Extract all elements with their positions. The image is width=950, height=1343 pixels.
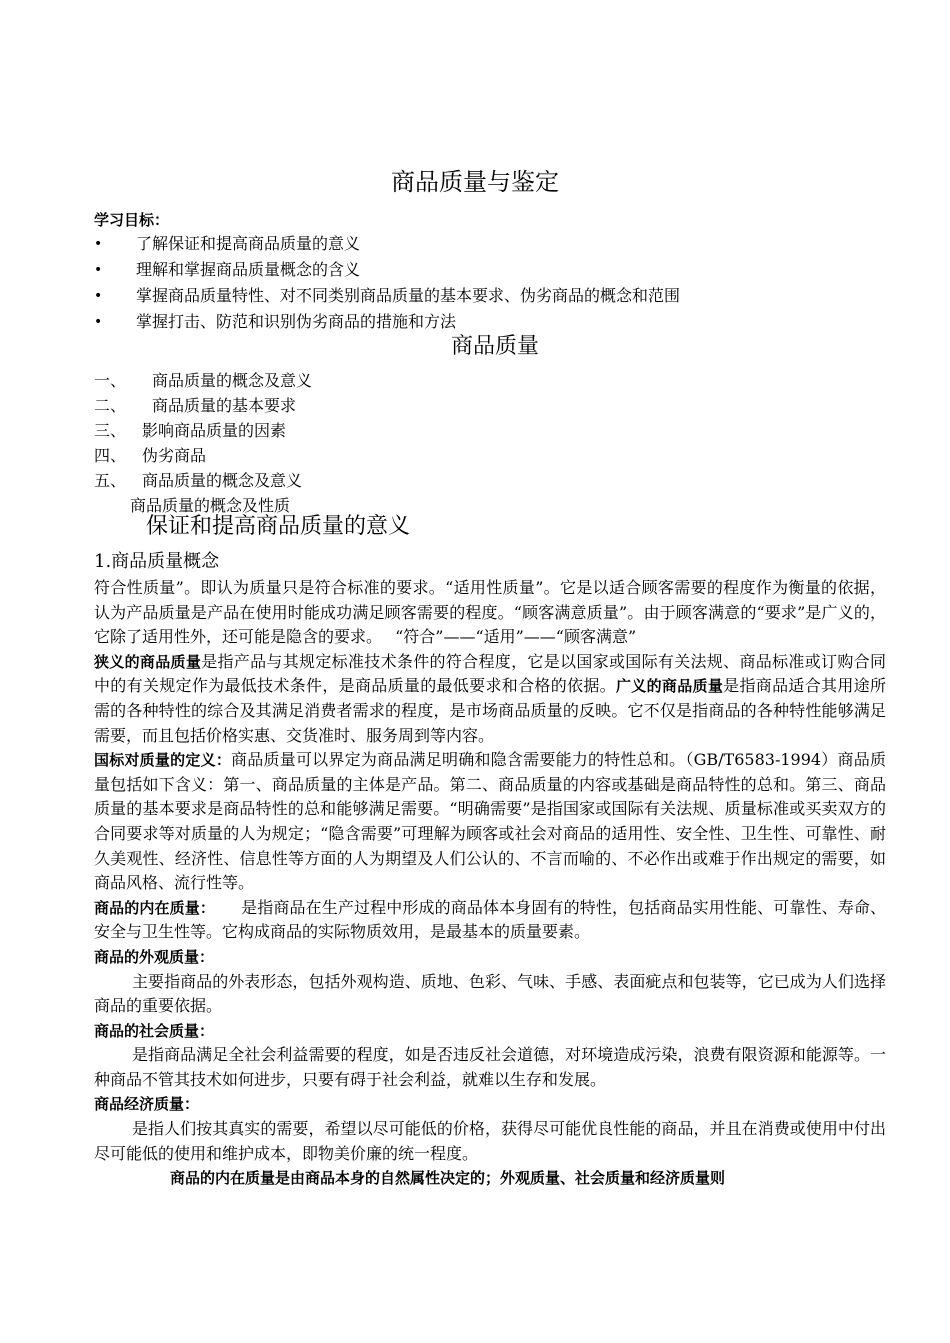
narrow-quality-text: 是指产品与其规定标准技术条件的符合程度，它是以国家或国际有关法规、商品标准或订购合同中的有关规定作为最低技术条件，是商品质量的最低要求和合格的依据。 [94,651,886,696]
section-heading: 商品质量 [450,334,539,359]
body-text [94,576,886,1191]
toc-number: 一、 [94,371,127,390]
subsection-heading: 保证和提高商品质量的意义 [146,514,411,539]
toc-item [94,420,594,445]
intl-definition-text: 商品质量可以界定为商品满足明确和隐含需要能力的特性总和。（GB/T6583-1994）商品质量包括如下含义：第一、商品质量的主体是产品。第二、商品质量的内容或基础是商品特性的总和。第三、商品质量的基本要求是商品特性的总和能够满足需要。“明确需要”是指国家或国际有关法规、质量标准或买卖双方的合同要求等对质量的人为规定；“隐含需要”可理解为顾客或社会对商品的适用性、安全性、卫生性、可靠性、耐久美观性、经济性、信息性等方面的人为期望及人们公认的、不言而喻的、不必作出或难于作出规定的需要，如商品风格、流行性等。 [94,750,886,893]
broad-quality-label: 广义的商品质量 [615,677,724,696]
appearance-quality-label: 商品的外观质量： [94,947,215,966]
objective-item [94,233,874,259]
toc-number: 三、 [94,421,127,440]
social-quality-text: 是指商品满足全社会利益需要的程度，如是否违反社会道德，对环境造成污染，浪费有限资源和能源等。一种商品不管其技术如何进步，只要有碍于社会利益，就难以生存和发展。 [94,1045,886,1089]
objective-text: 掌握商品质量特性、对不同类别商品质量的基本要求、伪劣商品的概念和范围 [136,286,681,305]
objective-text: 了解保证和提高商品质量的意义 [136,234,361,253]
toc-item [94,395,594,420]
toc-number: 二、 [94,396,127,415]
toc-text: 商品质量的概念及意义 [142,471,303,490]
objective-item [94,259,874,285]
toc-subitem: 商品质量的概念及性质 [130,496,291,515]
bullet-icon: • [94,288,103,304]
toc-text: 伪劣商品 [142,446,207,465]
inner-quality-text: 是指商品在生产过程中形成的商品体本身固有的特性，包括商品实用性能、可靠性、寿命、安全与卫生性等。它构成商品的实际物质效用，是最基本的质量要素。 [94,897,886,942]
concept-heading: 1.商品质量概念 [94,551,220,572]
objectives-label: 学习目标： [94,211,170,229]
objective-text: 理解和掌握商品质量概念的含义 [136,260,361,279]
broad-quality-text: 是指商品适合其用途所需的各种特性的综合及其满足消费者需求的程度，是市场商品质量的反映。它不仅是指商品的各种特性能够满足需要，而且包括价格实惠、交货准时、服务周到等内容。 [94,676,886,745]
objective-text: 掌握打击、防范和识别伪劣商品的措施和方法 [136,312,457,331]
table-of-contents [94,370,594,520]
bullet-icon: • [94,262,103,278]
document-title: 商品质量与鉴定 [391,168,559,196]
narrow-broad-paragraph [94,650,886,748]
toc-text: 商品质量的概念及意义 [152,371,313,390]
intl-definition-paragraph [94,748,886,896]
narrow-quality-label: 狭义的商品质量 [94,652,202,671]
inner-quality-paragraph [94,896,886,945]
toc-number: 四、 [94,446,127,465]
toc-text: 影响商品质量的因素 [142,421,287,440]
intl-definition-label: 国标对质量的定义： [94,751,232,770]
social-quality-label: 商品的社会质量： [94,1021,215,1040]
bullet-icon: • [94,314,103,330]
objectives-list [94,233,874,337]
toc-number: 五、 [94,471,127,490]
toc-item [94,470,594,495]
concept-paragraph: 符合性质量”。即认为质量只是符合标准的要求。“适用性质量”。它是以适合顾客需要的程度作为衡量的依据，认为产品质量是产品在使用时能成功满足顾客需要的程度。“顾客满意质量”。由于顾客满意的“要求”是广义的，它除了适用性外，还可能是隐含的要求。 “符合”——“适用”——“顾客满意” [94,578,886,647]
bullet-icon: • [94,236,103,252]
toc-item [94,370,594,395]
closing-sentence: 商品的内在质量是由商品本身的自然属性决定的；外观质量、社会质量和经济质量则 [170,1169,726,1188]
inner-quality-label: 商品的内在质量： [94,898,215,917]
appearance-quality-text: 主要指商品的外表形态，包括外观构造、质地、色彩、气味、手感、表面疵点和包装等，它已成为人们选择商品的重要依据。 [94,971,886,1016]
toc-item [94,445,594,470]
objective-item [94,285,874,311]
toc-text: 商品质量的基本要求 [152,396,297,415]
economic-quality-label: 商品经济质量： [94,1095,200,1114]
economic-quality-text: 是指人们按其真实的需要，希望以尽可能低的价格，获得尽可能优良性能的商品，并且在消费或使用中付出尽可能低的使用和维护成本，即物美价廉的统一程度。 [94,1119,886,1163]
